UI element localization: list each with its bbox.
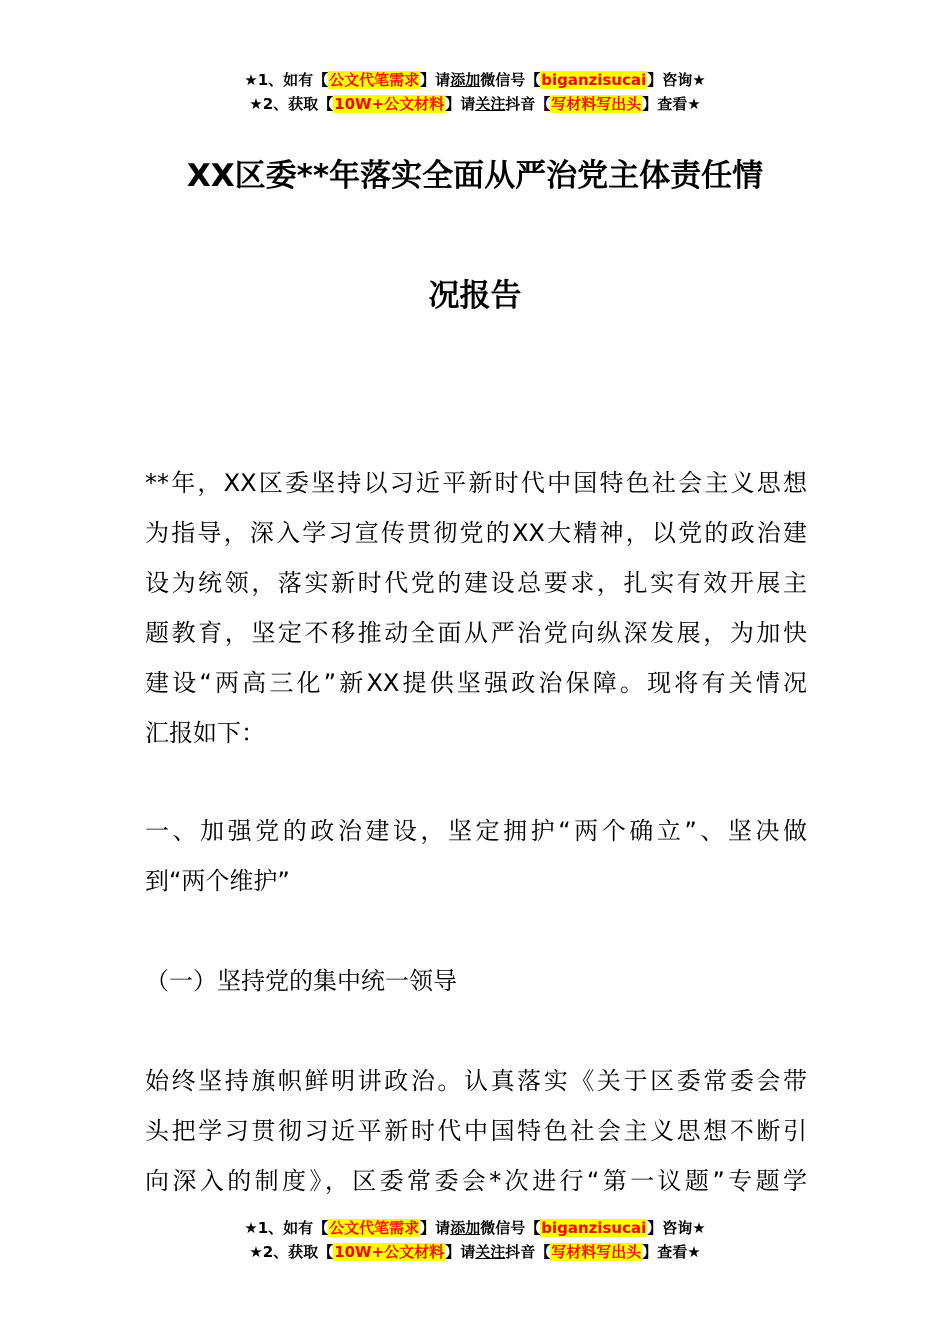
banner-text: ★1、如有【: [244, 1219, 329, 1237]
paragraph-line: 汇报如下：: [145, 719, 265, 747]
paragraph-line: 向深入的制度》，区委常委会*次进行“第一议题”专题学: [145, 1167, 807, 1195]
banner-text: 】咨询★: [647, 71, 706, 89]
banner-text: 】请: [445, 95, 476, 113]
banner-highlight: 10W+公文材料: [334, 1243, 445, 1261]
banner-text: ★2、获取【: [249, 95, 334, 113]
intro-paragraph: [145, 458, 807, 758]
banner-text: ★1、如有【: [244, 71, 329, 89]
banner-text: 抖音【: [505, 1243, 551, 1261]
banner-text: 】咨询★: [647, 1219, 706, 1237]
paragraph-line: 建设“两高三化”新XX提供坚强政治保障。现将有关情况: [145, 669, 807, 697]
banner-highlight: 写材料写出头: [551, 1243, 642, 1261]
banner-highlight: biganzisucai: [541, 71, 647, 89]
subsection-heading: [145, 956, 807, 1006]
banner-text: 】请: [420, 1219, 451, 1237]
heading-line: 一、加强党的政治建设，坚定拥护“两个确立”、坚决做: [145, 817, 807, 845]
banner-text: 】查看★: [642, 95, 701, 113]
banner-text: 】请: [445, 1243, 476, 1261]
banner-text: 微信号【: [480, 1219, 541, 1237]
top-banner: [0, 68, 950, 116]
paragraph-line: 始终坚持旗帜鲜明讲政治。认真落实《关于区委常委会带: [145, 1067, 807, 1095]
banner-text: 微信号【: [480, 71, 541, 89]
document-title-line-2: 况报告: [428, 278, 522, 314]
banner-highlight: 公文代笔需求: [329, 1219, 420, 1237]
paragraph-line: 题教育，坚定不移推动全面从严治党向纵深发展，为加快: [145, 619, 807, 647]
body-paragraph: [145, 1056, 807, 1206]
banner-text: ★2、获取【: [249, 1243, 334, 1261]
banner-highlight: biganzisucai: [541, 1219, 647, 1237]
banner-underline: 关注: [475, 95, 506, 113]
banner-highlight: 10W+公文材料: [334, 95, 445, 113]
banner-underline: 添加: [450, 71, 481, 89]
banner-line-1: [0, 1216, 950, 1240]
bottom-banner: [0, 1216, 950, 1264]
banner-text: 抖音【: [505, 95, 551, 113]
banner-line-2: [0, 1240, 950, 1264]
banner-line-1: [0, 68, 950, 92]
banner-highlight: 公文代笔需求: [329, 71, 420, 89]
document-title-line-1: XX区委**年落实全面从严治党主体责任情: [186, 158, 764, 194]
heading-line: 到“两个维护”: [145, 867, 290, 895]
paragraph-line: 设为统领，落实新时代党的建设总要求，扎实有效开展主: [145, 569, 807, 597]
banner-highlight: 写材料写出头: [551, 95, 642, 113]
banner-text: 】请: [420, 71, 451, 89]
heading-line: （一）坚持党的集中统一领导: [145, 967, 457, 995]
banner-underline: 关注: [475, 1243, 506, 1261]
banner-underline: 添加: [450, 1219, 481, 1237]
section-heading-1: [145, 806, 807, 906]
banner-text: 】查看★: [642, 1243, 701, 1261]
paragraph-line: 为指导，深入学习宣传贯彻党的XX大精神，以党的政治建: [145, 519, 807, 547]
banner-line-2: [0, 92, 950, 116]
paragraph-line: **年，XX区委坚持以习近平新时代中国特色社会主义思想: [145, 469, 807, 497]
paragraph-line: 头把学习贯彻习近平新时代中国特色社会主义思想不断引: [145, 1117, 807, 1145]
